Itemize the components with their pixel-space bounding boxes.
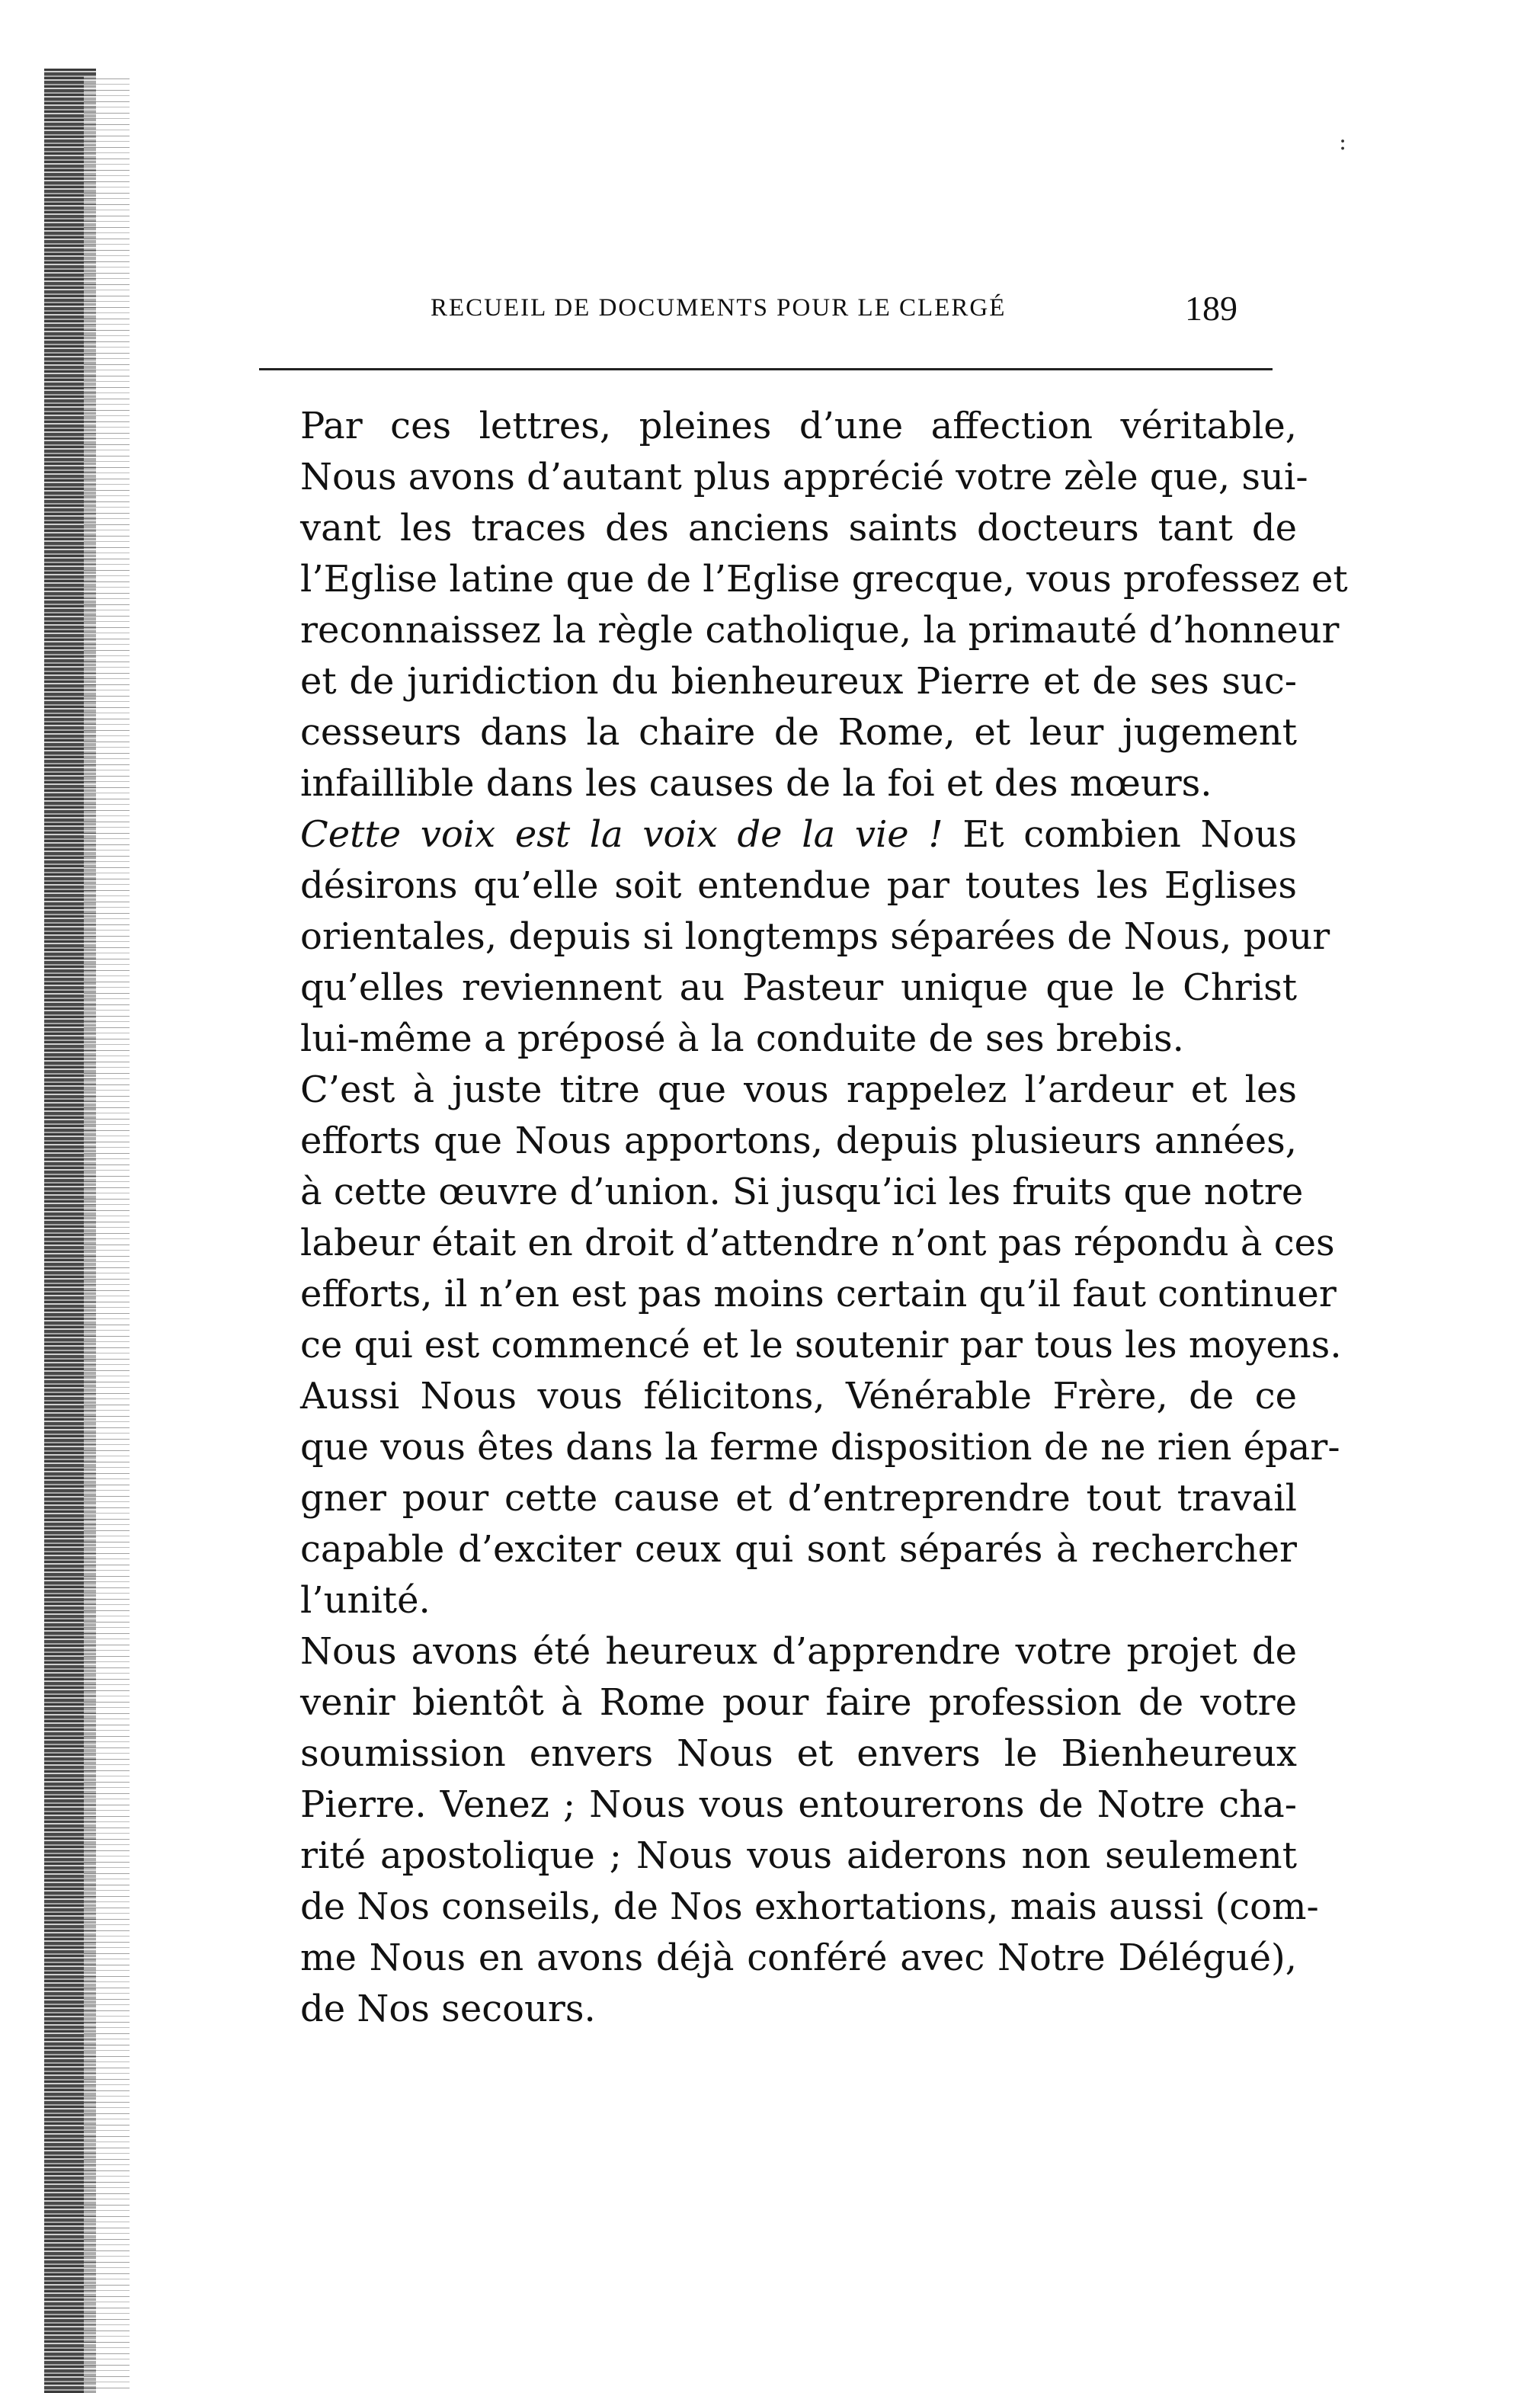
page-header bbox=[259, 288, 1280, 334]
text-line: désirons qu’elle soit entendue par toutes les Eglises bbox=[300, 864, 1297, 907]
text-line: vant les traces des anciens saints docteurs tant de bbox=[300, 507, 1297, 549]
header-rule bbox=[259, 368, 1273, 370]
body-text bbox=[261, 401, 1348, 2035]
text-line: me Nous en avons déjà conféré avec Notre Délégué), bbox=[300, 1937, 1297, 1979]
text-line: à cette œuvre d’union. Si jusqu’ici les fruits que notre bbox=[300, 1171, 1304, 1213]
text-line: Aussi Nous vous félicitons, Vénérable Frère, de ce bbox=[300, 1375, 1297, 1418]
text-line: de Nos conseils, de Nos exhortations, mais aussi (com- bbox=[300, 1885, 1319, 1928]
paragraph-2 bbox=[261, 809, 1330, 1065]
text-line: gner pour cette cause et d’entreprendre tout travail bbox=[300, 1477, 1297, 1520]
text-line: efforts que Nous apportons, depuis plusieurs années, bbox=[300, 1120, 1297, 1162]
text-line: cesseurs dans la chaire de Rome, et leur jugement bbox=[300, 711, 1297, 754]
text-line: soumission envers Nous et envers le Bienheureux bbox=[300, 1732, 1297, 1775]
text-line: ce qui est commencé et le soutenir par tous les moyens. bbox=[300, 1324, 1342, 1366]
text-line: Nous avons été heureux d’apprendre votre projet de bbox=[300, 1630, 1297, 1673]
text-line: efforts, il n’en est pas moins certain qu’il faut continuer bbox=[300, 1273, 1337, 1315]
text-line: Pierre. Venez ; Nous vous entourerons de Notre cha- bbox=[300, 1783, 1297, 1826]
text-line: et de juridiction du bienheureux Pierre et de ses suc- bbox=[300, 660, 1297, 703]
running-title: RECUEIL DE DOCUMENTS POUR LE CLERGÉ bbox=[431, 294, 1007, 322]
text-line: venir bientôt à Rome pour faire profession de votre bbox=[300, 1681, 1297, 1724]
margin-mark: : bbox=[1339, 129, 1347, 155]
italic-exclamation: Cette voix est la voix de la vie ! bbox=[300, 813, 943, 856]
text-line: l’Eglise latine que de l’Eglise grecque, vous professez et bbox=[300, 558, 1348, 601]
text-line: orientales, depuis si longtemps séparées de Nous, pour bbox=[300, 915, 1330, 958]
paragraph-3 bbox=[261, 1065, 1342, 1371]
text-line: de Nos secours. bbox=[300, 1988, 596, 2030]
text-line bbox=[261, 809, 1297, 860]
text-line: Par ces lettres, pleines d’une affection véritable, bbox=[300, 405, 1297, 447]
paragraph-4 bbox=[261, 1371, 1340, 1626]
text-line: infaillible dans les causes de la foi et des mœurs. bbox=[300, 762, 1212, 805]
text-line: C’est à juste titre que vous rappelez l’ardeur et les bbox=[300, 1068, 1297, 1111]
text-line: Nous avons d’autant plus apprécié votre zèle que, sui- bbox=[300, 456, 1308, 498]
paragraph-1 bbox=[261, 401, 1348, 809]
page-number: 189 bbox=[1185, 289, 1237, 328]
text-line: reconnaissez la règle catholique, la primauté d’honneur bbox=[300, 609, 1340, 652]
text-line: rité apostolique ; Nous vous aiderons non seulement bbox=[300, 1834, 1297, 1877]
text-line: que vous êtes dans la ferme disposition de ne rien épar- bbox=[300, 1426, 1340, 1469]
text-line: qu’elles reviennent au Pasteur unique que le Christ bbox=[300, 966, 1297, 1009]
binding-shadow bbox=[84, 76, 130, 2393]
text-line: l’unité. bbox=[300, 1579, 431, 1622]
text-line: labeur était en droit d’attendre n’ont pas répondu à ces bbox=[300, 1222, 1335, 1264]
text-line: lui-même a préposé à la conduite de ses brebis. bbox=[300, 1017, 1184, 1060]
paragraph-5 bbox=[261, 1626, 1319, 2035]
first-line-rest: Et combien Nous bbox=[943, 813, 1297, 856]
text-line: capable d’exciter ceux qui sont séparés à rechercher bbox=[300, 1528, 1297, 1571]
